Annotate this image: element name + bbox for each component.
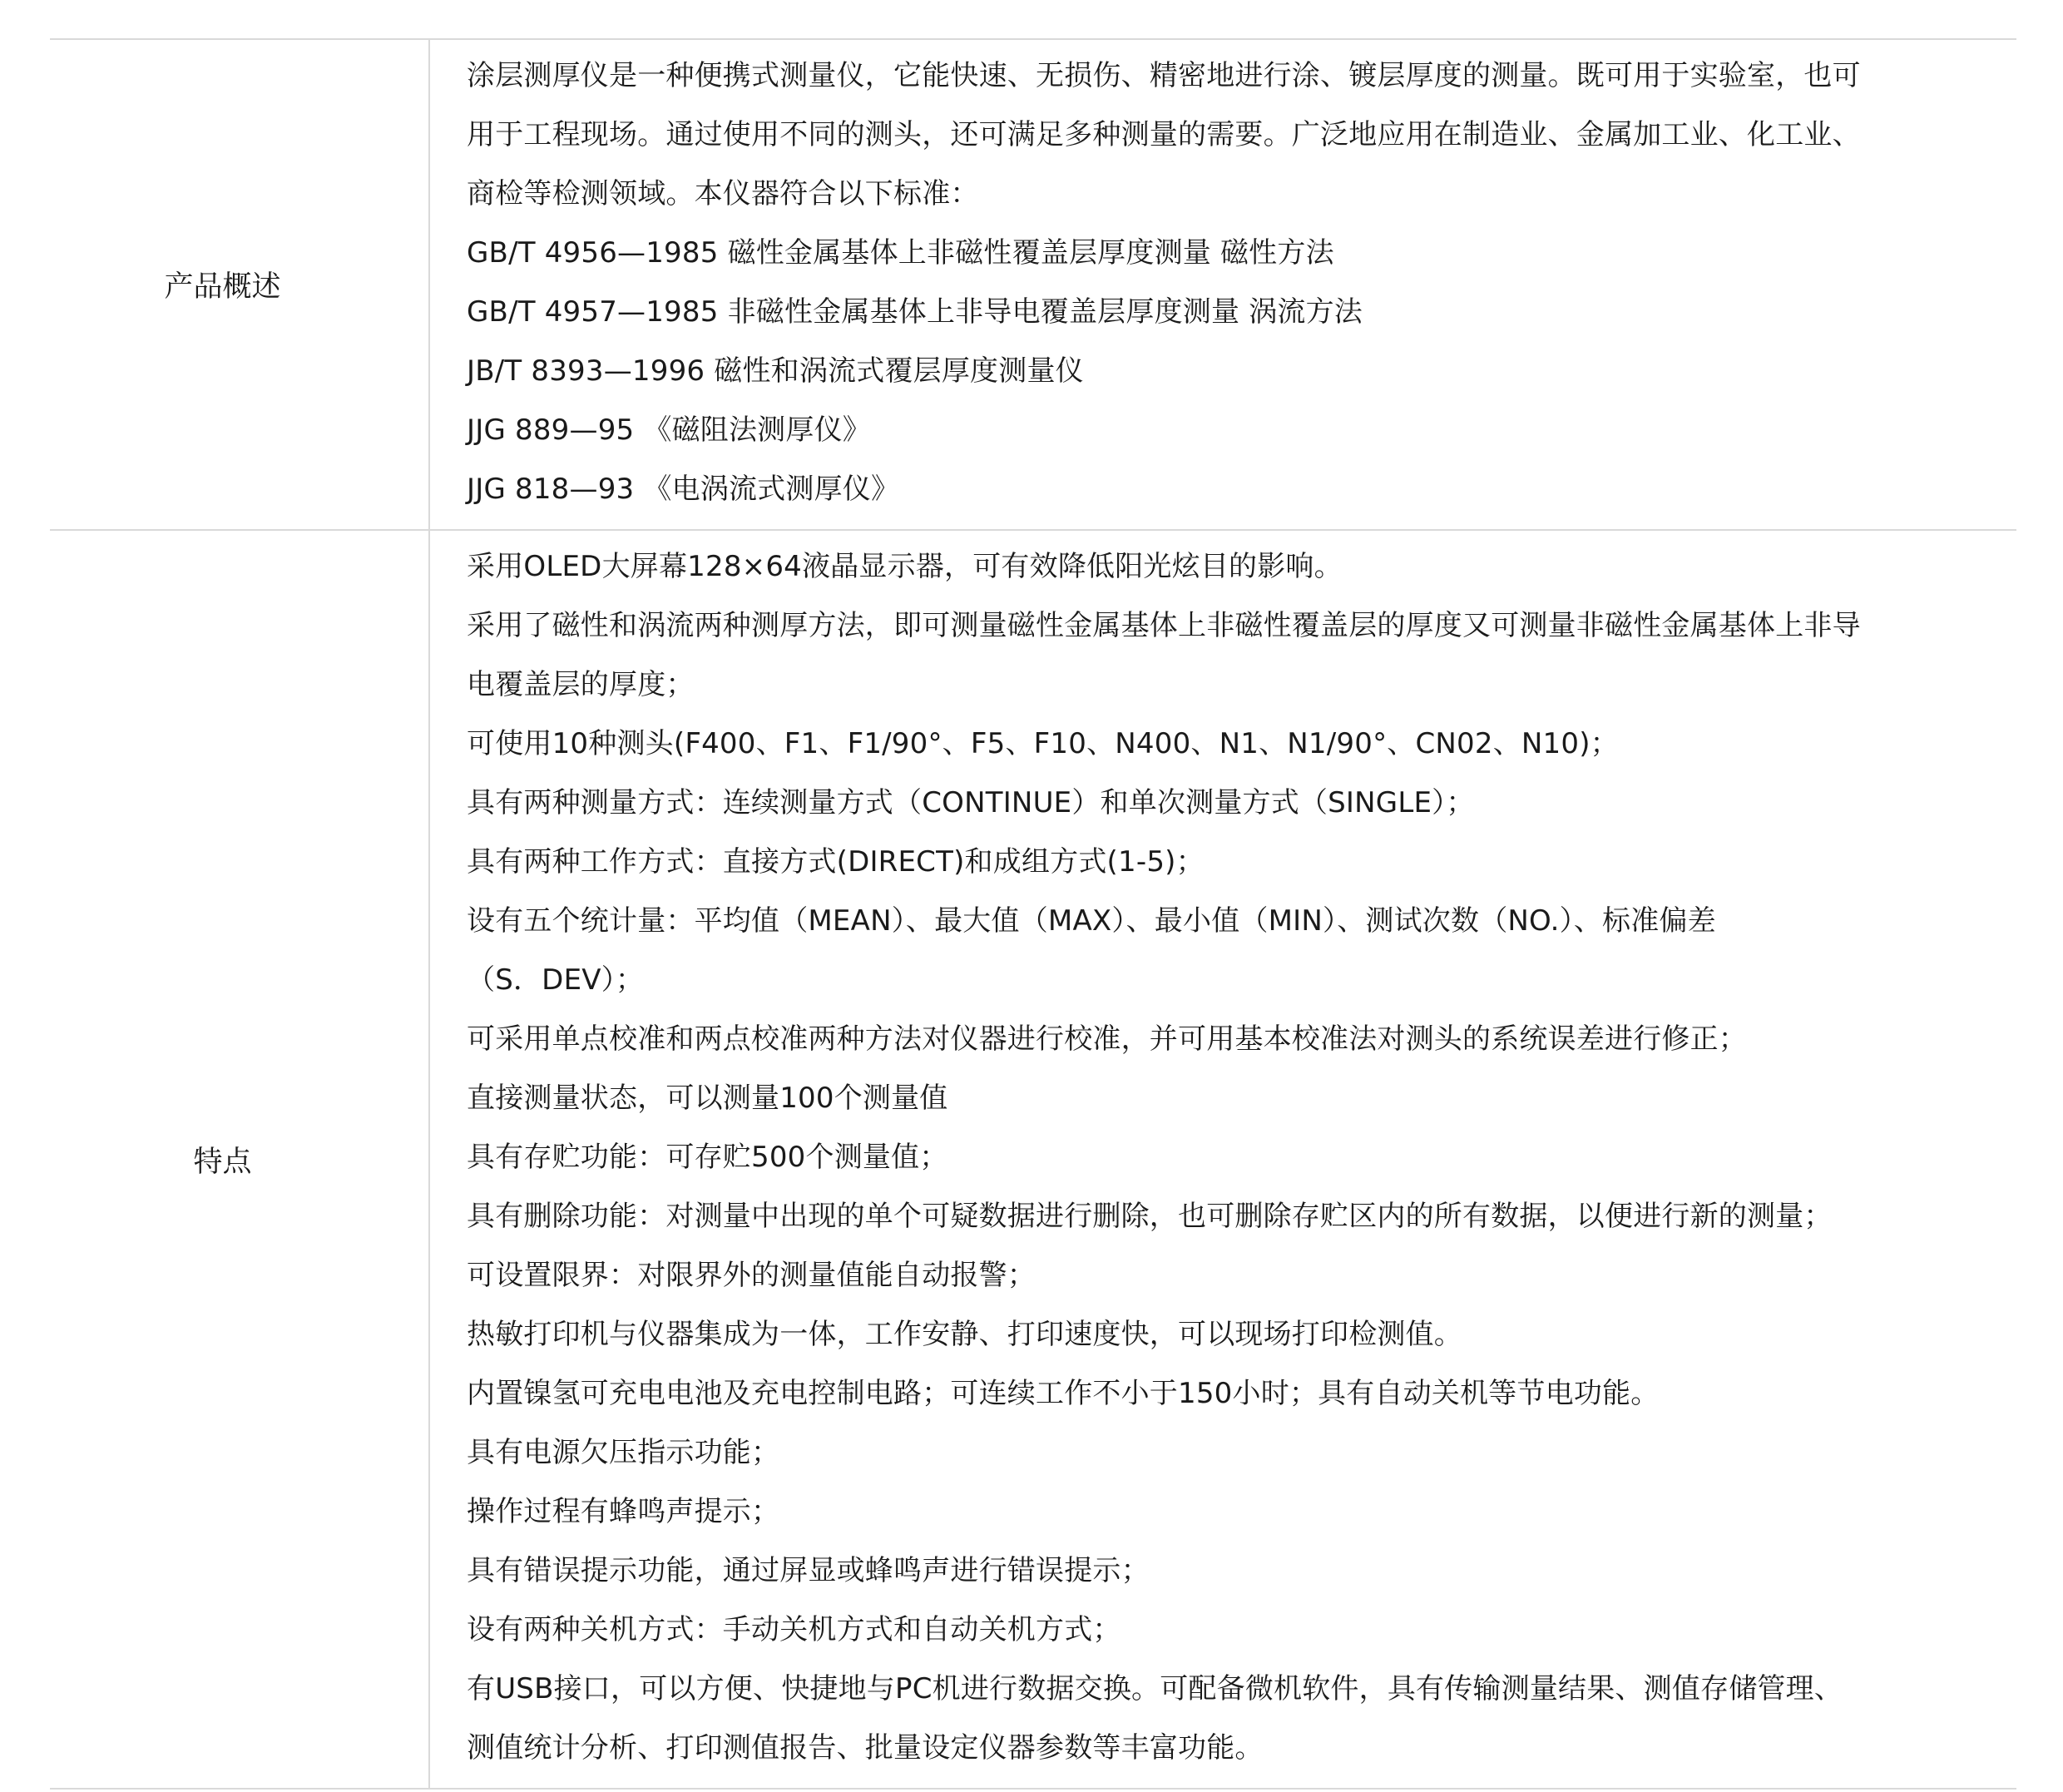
feature-line: 具有删除功能：对测量中出现的单个可疑数据进行删除，也可删除存贮区内的所有数据，以便进行新的测量； (467, 1200, 1833, 1233)
overview-content (429, 39, 2016, 530)
overview-row (50, 39, 2016, 530)
feature-line: 采用OLED大屏幕128×64液晶显示器，可有效降低阳光炫目的影响。 (467, 550, 1343, 583)
feature-line: 可设置限界：对限界外的测量值能自动报警； (467, 1259, 1036, 1292)
feature-line: 采用了磁性和涡流两种测厚方法，即可测量磁性金属基体上非磁性覆盖层的厚度又可测量非磁性金属基体上非导 (467, 609, 1861, 642)
feature-line: 直接测量状态，可以测量100个测量值 (467, 1082, 948, 1115)
features-content (429, 530, 2016, 1789)
feature-line: 热敏打印机与仪器集成为一体，工作安静、打印速度快，可以现场打印检测值。 (467, 1318, 1462, 1351)
feature-line: 内置镍氢可充电电池及充电控制电路；可连续工作不小于150小时；具有自动关机等节电功能。 (467, 1377, 1660, 1410)
feature-line: 具有两种测量方式：连续测量方式（CONTINUE）和单次测量方式（SINGLE）； (467, 786, 1475, 819)
feature-line: 设有五个统计量：平均值（MEAN）、最大值（MAX）、最小值（MIN）、测试次数（NO.）、标准偏差 (467, 904, 1716, 938)
feature-line: 测值统计分析、打印测值报告、批量设定仪器参数等丰富功能。 (467, 1731, 1264, 1765)
standard-line: GB/T 4956—1985 磁性金属基体上非磁性覆盖层厚度测量 磁性方法 (467, 236, 1334, 270)
feature-line: 操作过程有蜂鸣声提示； (467, 1495, 780, 1528)
standard-line: JB/T 8393—1996 磁性和涡流式覆层厚度测量仪 (467, 354, 1084, 388)
features-row (50, 530, 2016, 1789)
feature-line: 有USB接口，可以方便、快捷地与PC机进行数据交换。可配备微机软件，具有传输测量结果、测值存储管理、 (467, 1672, 1843, 1705)
feature-line: 电覆盖层的厚度； (467, 668, 695, 701)
feature-line: 具有电源欠压指示功能； (467, 1436, 780, 1469)
feature-line: 可采用单点校准和两点校准两种方法对仪器进行校准，并可用基本校准法对测头的系统误差进行修正； (467, 1022, 1747, 1056)
overview-label: 产品概述 (50, 39, 429, 530)
features-label: 特点 (50, 530, 429, 1789)
standard-line: JJG 818—93 《电涡流式测厚仪》 (467, 473, 900, 506)
feature-line: 具有两种工作方式：直接方式(DIRECT)和成组方式(1-5)； (467, 845, 1205, 879)
standard-line: GB/T 4957—1985 非磁性金属基体上非导电覆盖层厚度测量 涡流方法 (467, 295, 1363, 329)
feature-line: （S．DEV）； (467, 963, 645, 997)
spec-table (50, 38, 2016, 1790)
overview-line: 商检等检测领域。本仪器符合以下标准： (467, 177, 979, 210)
feature-line: 可使用10种测头(F400、F1、F1/90°、F5、F10、N400、N1、N1/90°、CN02、N10)； (467, 727, 1619, 760)
overview-line: 涂层测厚仪是一种便携式测量仪，它能快速、无损伤、精密地进行涂、镀层厚度的测量。既可用于实验室，也可 (467, 59, 1861, 92)
standard-line: JJG 889—95 《磁阻法测厚仪》 (467, 413, 871, 447)
feature-line: 具有存贮功能：可存贮500个测量值； (467, 1141, 948, 1174)
overview-line: 用于工程现场。通过使用不同的测头，还可满足多种测量的需要。广泛地应用在制造业、金属加工业、化工业、 (467, 118, 1861, 151)
feature-line: 具有错误提示功能，通过屏显或蜂鸣声进行错误提示； (467, 1554, 1150, 1587)
feature-line: 设有两种关机方式：手动关机方式和自动关机方式； (467, 1613, 1121, 1646)
